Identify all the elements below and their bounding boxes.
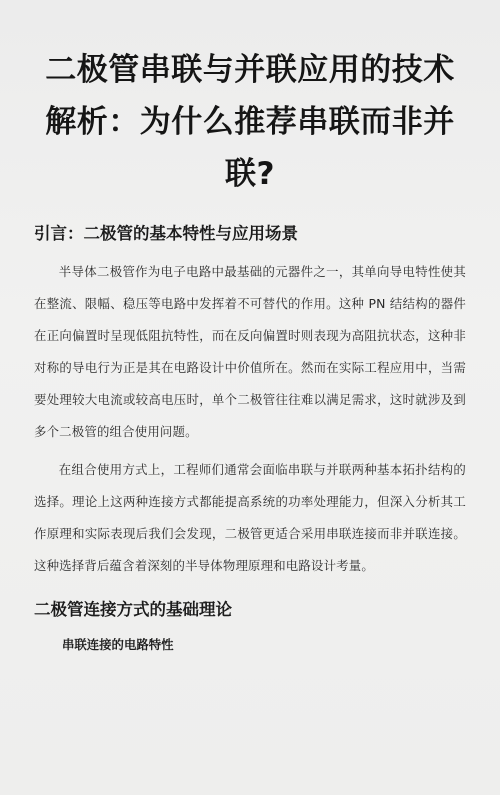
intro-paragraph-2: 在组合使用方式上，工程师们通常会面临串联与并联两种基本拓扑结构的选择。理论上这两种连接方式都能提高系统的功率处理能力，但深入分析其工作原理和实际表现后我们会发现，二极管更适合采用串联连接而非并联连接。这种选择背后蕴含着深刻的半导体物理原理和电路设计考量。 bbox=[34, 462, 466, 573]
intro-paragraph-1: 半导体二极管作为电子电路中最基础的元器件之一，其单向导电特性使其在整流、限幅、稳压等电路中发挥着不可替代的作用。这种 PN 结结构的器件在正向偏置时呈现低阻抗特性，而在反向偏置时则表现为高阻抗状态，这种非对称的导电行为正是其在电路设计中价值所在。然而在实际工程应用中，当需要处理较大电流或较高电压时，单个二极管往往难以满足需求，这时就涉及到多个二极管的组合使用问题。 bbox=[34, 264, 466, 439]
subsection-heading-series: 串联连接的电路特性 bbox=[62, 637, 174, 652]
document-title: 二极管串联与并联应用的技术解析：为什么推荐串联而非并联? bbox=[45, 52, 455, 192]
section-heading-intro: 引言：二极管的基本特性与应用场景 bbox=[34, 224, 298, 243]
section-heading-basis: 二极管连接方式的基础理论 bbox=[34, 600, 232, 619]
